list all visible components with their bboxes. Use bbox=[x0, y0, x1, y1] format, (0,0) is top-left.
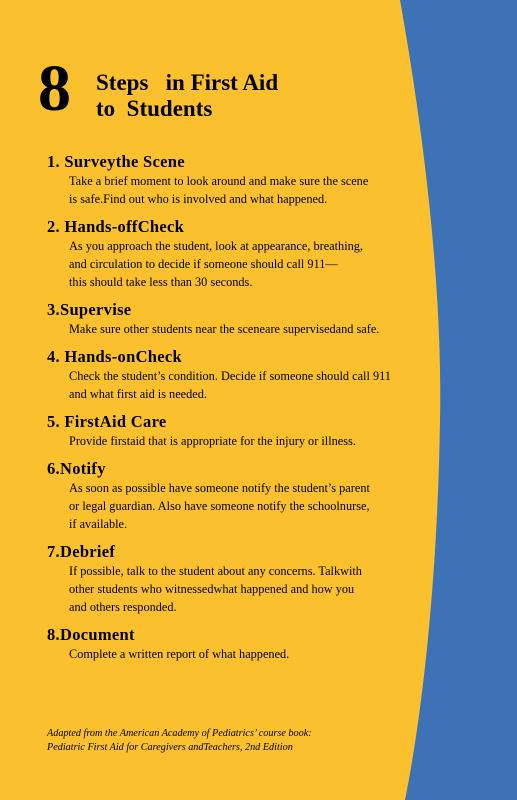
step-description bbox=[69, 645, 427, 663]
title-line-2: to Students bbox=[96, 96, 213, 121]
step-description-line: or legal guardian. Also have someone notify the schoolnurse, bbox=[69, 499, 370, 513]
step-description bbox=[69, 479, 427, 533]
step-description-line: this should take less than 30 seconds. bbox=[69, 275, 253, 289]
title-line-1: Steps in First Aid bbox=[96, 70, 279, 95]
step-description-line: As soon as possible have someone notify the student’s parent bbox=[69, 481, 370, 495]
step-description-line: and others responded. bbox=[69, 600, 177, 614]
step-description-line: Take a brief moment to look around and make sure the scene bbox=[69, 174, 369, 188]
step-description-line: and what first aid is needed. bbox=[69, 387, 207, 401]
step-item bbox=[47, 459, 427, 533]
big-number: 8 bbox=[38, 52, 69, 125]
step-heading: 6.Notify bbox=[47, 459, 106, 478]
step-description-line: If possible, talk to the student about any concerns. Talkwith bbox=[69, 564, 362, 578]
step-description-line: Make sure other students near the sceneare supervisedand safe. bbox=[69, 322, 380, 336]
credit-line-1: Adapted from the American Academy of Pediatrics’ course book: bbox=[47, 728, 312, 739]
step-description-line: and circulation to decide if someone should call 911— bbox=[69, 257, 338, 271]
step-heading: 7.Debrief bbox=[47, 542, 116, 561]
step-description bbox=[69, 172, 427, 208]
step-description bbox=[69, 562, 427, 616]
credit-line-2: Pediatric First Aid for Caregivers andTeachers, 2nd Edition bbox=[47, 742, 293, 753]
step-item bbox=[47, 347, 427, 403]
page-title bbox=[96, 70, 278, 122]
step-heading: 3.Supervise bbox=[47, 300, 132, 319]
step-description-line: As you approach the student, look at appearance, breathing, bbox=[69, 239, 363, 253]
step-item bbox=[47, 152, 427, 208]
step-description-line: is safe.Find out who is involved and what happened. bbox=[69, 192, 328, 206]
step-description bbox=[69, 237, 427, 291]
step-description bbox=[69, 367, 427, 403]
step-description-line: Check the student’s condition. Decide if someone should call 911 bbox=[69, 369, 391, 383]
step-heading: 1. Surveythe Scene bbox=[47, 152, 185, 171]
step-item bbox=[47, 625, 427, 663]
step-description bbox=[69, 432, 427, 450]
step-heading: 4. Hands-onCheck bbox=[47, 347, 182, 366]
step-description-line: Complete a written report of what happened. bbox=[69, 647, 290, 661]
step-description-line: if available. bbox=[69, 517, 128, 531]
step-heading: 8.Document bbox=[47, 625, 135, 644]
source-credit bbox=[47, 727, 312, 755]
step-heading: 5. FirstAid Care bbox=[47, 412, 167, 431]
step-item bbox=[47, 412, 427, 450]
step-description-line: Provide firstaid that is appropriate for the injury or illness. bbox=[69, 434, 356, 448]
step-description bbox=[69, 320, 427, 338]
step-item bbox=[47, 542, 427, 616]
step-item bbox=[47, 300, 427, 338]
steps-list bbox=[47, 152, 427, 672]
step-item bbox=[47, 217, 427, 291]
step-description-line: other students who witnessedwhat happened and how you bbox=[69, 582, 355, 596]
step-heading: 2. Hands-offCheck bbox=[47, 217, 185, 236]
